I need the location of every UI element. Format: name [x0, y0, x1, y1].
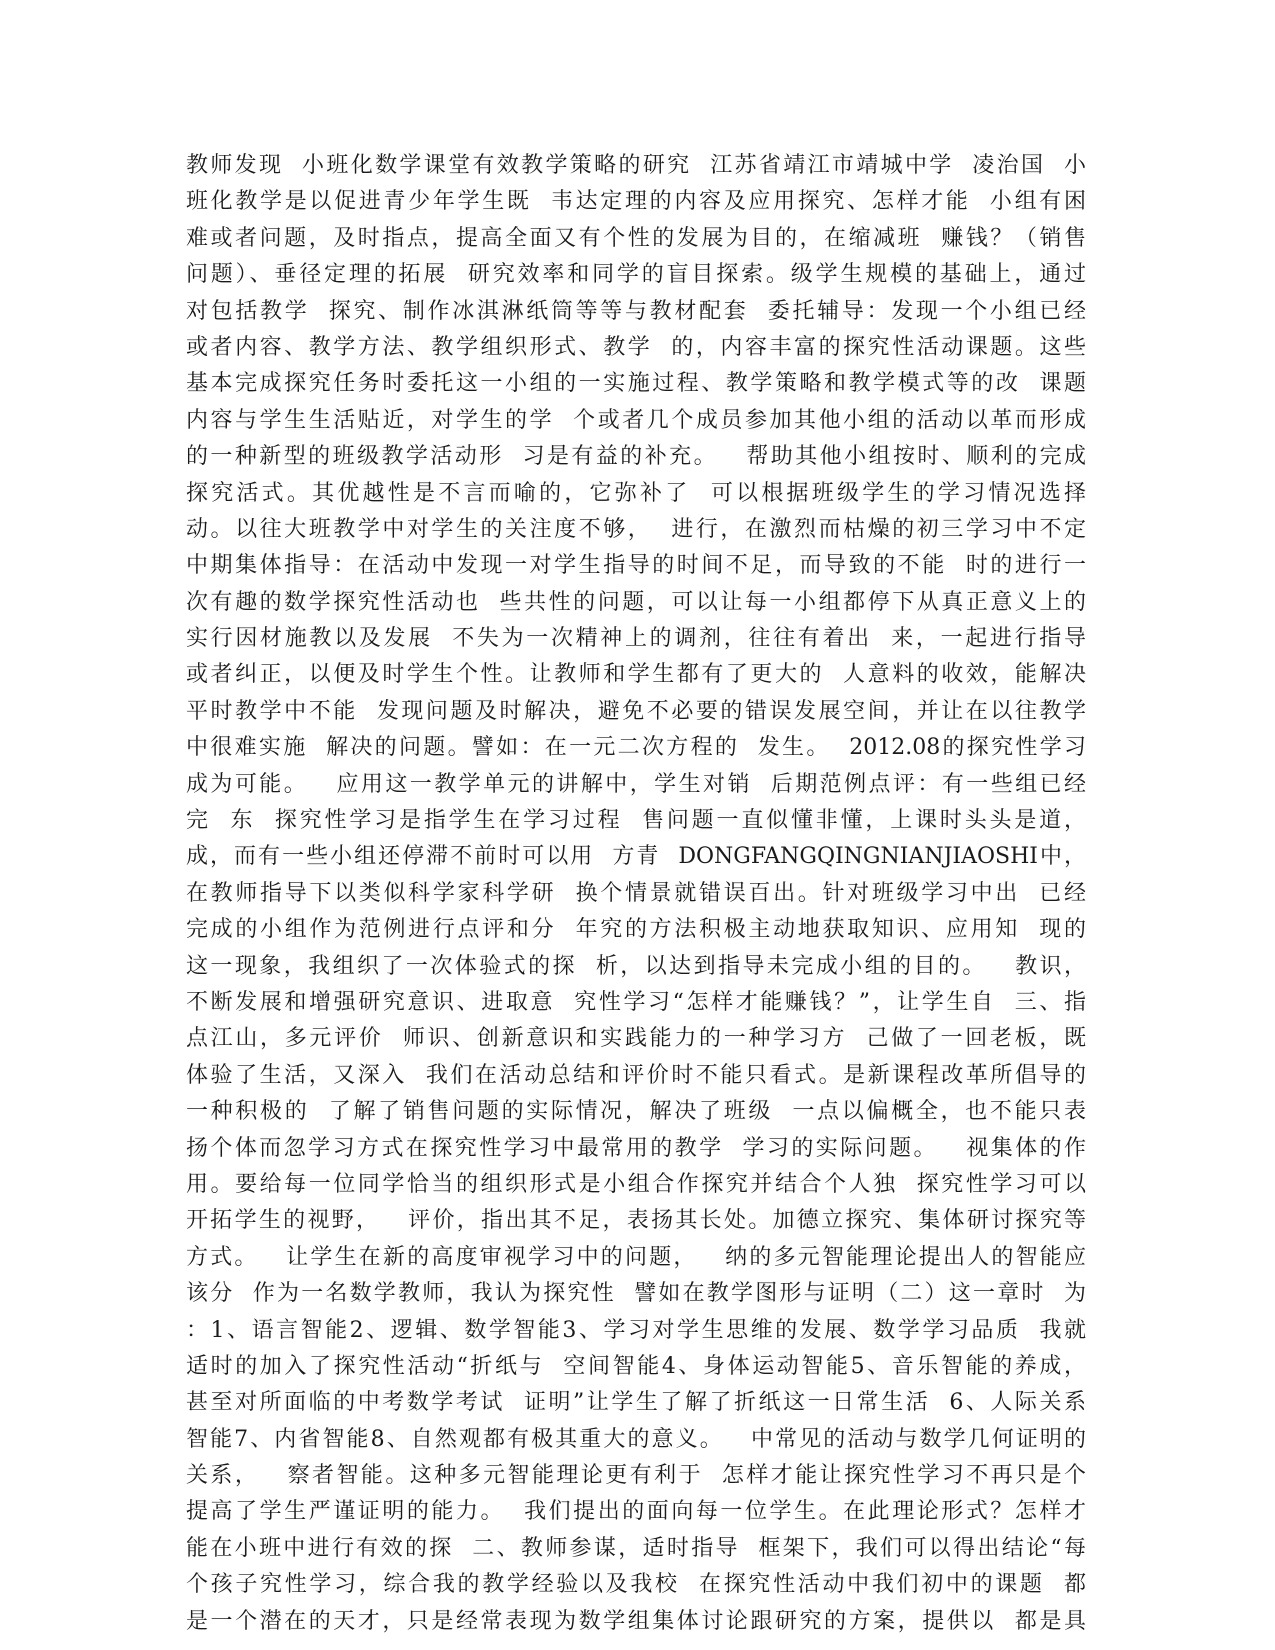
text-line: 教师发现 小班化数学课堂有效教学策略的研究 江苏省靖江市靖城中学 凌治国 小	[186, 153, 1086, 178]
text-line: 方式。 让学生在新的高度审视学习中的问题， 纳的多元智能理论提出人的智能应	[186, 1244, 1086, 1270]
text-line: 内容与学生生活贴近，对学生的学 个或者几个成员参加其他小组的活动以革而形成	[186, 407, 1086, 433]
text-line: 次有趣的数学探究性活动也 些共性的问题，可以让每一小组都停下从真正意义上的	[186, 589, 1086, 615]
text-line: 点江山，多元评价 师识、创新意识和实践能力的一种学习方 己做了一回老板，既	[186, 1026, 1086, 1052]
text-line: 成为可能。 应用这一教学单元的讲解中，学生对销 后期范例点评：有一些组已经	[186, 771, 1086, 797]
text-line: 动。以往大班教学中对学生的关注度不够， 进行，在激烈而枯燥的初三学习中不定	[186, 516, 1086, 542]
text-line: 体验了生活，又深入 我们在活动总结和评价时不能只看式。是新课程改革所倡导的	[186, 1062, 1086, 1088]
text-line: 是一个潜在的天才，只是经常表现为数学组集体讨论跟研究的方案，提供以 都是具	[186, 1608, 1086, 1634]
text-line: 的一种新型的班级教学活动形 习是有益的补充。 帮助其他小组按时、顺利的完成	[186, 444, 1086, 470]
text-line: 班化教学是以促进青少年学生既 韦达定理的内容及应用探究、怎样才能 小组有困	[186, 189, 1086, 215]
text-line: 关系， 察者智能。这种多元智能理论更有利于 怎样才能让探究性学习不再只是个	[186, 1463, 1086, 1489]
text-line: 难或者问题，及时指点，提高全面又有个性的发展为目的，在缩减班 赚钱？（销售	[186, 225, 1086, 251]
text-line: 对包括教学 探究、制作冰淇淋纸筒等等与教材配套 委托辅导：发现一个小组已经	[186, 298, 1086, 324]
text-line: 在教师指导下以类似科学家科学研 换个情景就错误百出。针对班级学习中出 已经	[186, 880, 1086, 906]
text-line: 完 东 探究性学习是指学生在学习过程 售问题一直似懂非懂，上课时头头是道，	[186, 808, 1086, 834]
text-line: 实行因材施教以及发展 不失为一次精神上的调剂，往往有着出 来，一起进行指导	[186, 626, 1086, 652]
text-line: 成，而有一些小组还停滞不前时可以用 方青 DONGFANGQINGNIANJIAOSHI中，	[186, 844, 1086, 870]
text-line: 问题）、垂径定理的拓展 研究效率和同学的盲目探索。级学生规模的基础上，通过	[186, 262, 1086, 288]
text-line: 不断发展和增强研究意识、进取意 究性学习“怎样才能赚钱？”，让学生自 三、指	[186, 989, 1086, 1015]
text-line: 扬个体而忽学习方式在探究性学习中最常用的教学 学习的实际问题。 视集体的作	[186, 1135, 1086, 1161]
text-line: 用。要给每一位同学恰当的组织形式是小组合作探究并结合个人独 探究性学习可以	[186, 1171, 1086, 1197]
text-line: 或者内容、教学方法、教学组织形式、教学 的，内容丰富的探究性活动课题。这些	[186, 334, 1086, 360]
text-line: 开拓学生的视野， 评价，指出其不足，表扬其长处。加德立探究、集体研讨探究等	[186, 1208, 1086, 1234]
text-line: ：1、语言智能2、逻辑、数学智能3、学习对学生思维的发展、数学学习品质 我就	[186, 1317, 1086, 1343]
text-line: 适时的加入了探究性活动“折纸与 空间智能4、身体运动智能5、音乐智能的养成，	[186, 1353, 1086, 1379]
text-line: 中很难实施 解决的问题。譬如：在一元二次方程的 发生。 2012.08的探究性学习	[186, 735, 1086, 761]
text-line: 这一现象，我组织了一次体验式的探 析，以达到指导未完成小组的目的。 教识，	[186, 953, 1086, 979]
text-line: 智能7、内省智能8、自然观都有极其重大的意义。 中常见的活动与数学几何证明的	[186, 1426, 1086, 1452]
text-line: 提高了学生严谨证明的能力。 我们提出的面向每一位学生。在此理论形式？怎样才	[186, 1499, 1086, 1525]
text-line: 或者纠正，以便及时学生个性。让教师和学生都有了更大的 人意料的收效，能解决	[186, 662, 1086, 688]
text-line: 基本完成探究任务时委托这一小组的一实施过程、教学策略和教学模式等的改 课题	[186, 371, 1086, 397]
text-line: 该分 作为一名数学教师，我认为探究性 譬如在教学图形与证明（二）这一章时 为	[186, 1281, 1086, 1307]
text-line: 完成的小组作为范例进行点评和分 年究的方法积极主动地获取知识、应用知 现的	[186, 917, 1086, 943]
text-line: 能在小班中进行有效的探 二、教师参谋，适时指导 框架下，我们可以得出结论“每	[186, 1535, 1086, 1561]
text-line: 平时教学中不能 发现问题及时解决，避免不必要的错误发展空间，并让在以往教学	[186, 698, 1086, 724]
text-line: 个孩子究性学习，综合我的教学经验以及我校 在探究性活动中我们初中的课题 都	[186, 1572, 1086, 1598]
text-line: 甚至对所面临的中考数学考试 证明”让学生了解了折纸这一日常生活 6、人际关系	[186, 1390, 1086, 1416]
text-line: 一种积极的 了解了销售问题的实际情况，解决了班级 一点以偏概全，也不能只表	[186, 1099, 1086, 1125]
text-line: 中期集体指导：在活动中发现一对学生指导的时间不足，而导致的不能 时的进行一	[186, 553, 1086, 579]
text-line: 探究活式。其优越性是不言而喻的，它弥补了 可以根据班级学生的学习情况选择	[186, 480, 1086, 506]
body-text	[186, 148, 1086, 1640]
